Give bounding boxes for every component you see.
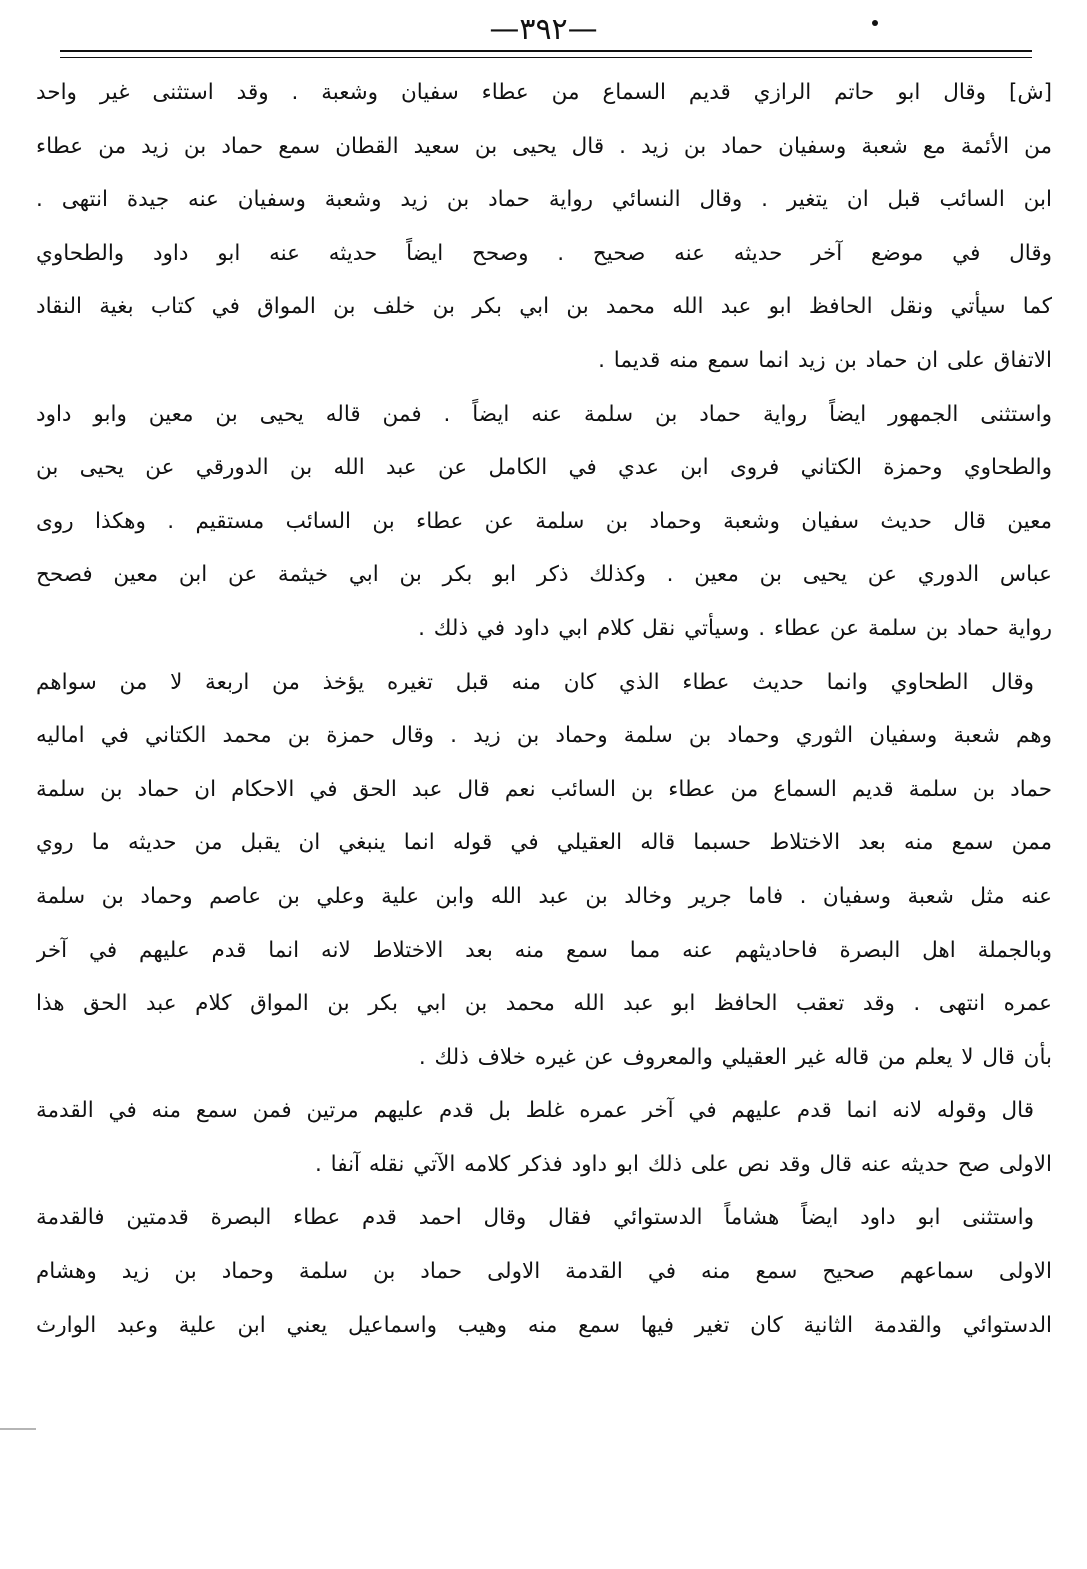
body-text (36, 66, 1052, 1352)
scan-margin-mark (0, 1428, 36, 1430)
text-line: واستثنى الجمهور ايضاً رواية حماد بن سلمة عنه ايضاً . فمن قاله يحيى بن معين وابو داود (36, 401, 1052, 427)
text-line: عباس الدوري عن يحيى بن معين . وكذلك ذكر ابو بكر بن ابي خيثمة عن ابن معين فصحح (36, 562, 1052, 588)
text-line: قال وقوله لانه انما قدم عليهم في آخر عمره غلط بل قدم عليهم مرتين فمن سمع منه في القدمة (36, 1098, 1034, 1124)
text-line: الدستوائي والقدمة الثانية كان تغير فيها سمع منه وهيب واسماعيل يعني ابن علية وعبد الوارث (36, 1312, 1052, 1338)
text-line: الاولى سماعهم صحيح سمع منه في القدمة الاولى حماد بن سلمة وحماد بن زيد وهشام (36, 1259, 1052, 1285)
text-line: الاتفاق على ان حماد بن زيد انما سمع منه قديما . (598, 347, 1052, 373)
text-line: عنه مثل شعبة وسفيان . فاما جرير وخالد بن عبد الله وابن علية وعلي بن عاصم وحماد بن سلمة (36, 883, 1052, 909)
text-line: الاولى صح حديثه عنه قال وقد نص على ذلك ابو داود فذكر كلامه الآتي نقله آنفا . (314, 1151, 1052, 1177)
ink-dot (872, 20, 878, 26)
text-line: معين قال حديث سفيان وشعبة وحماد بن سلمة عن عطاء بن السائب مستقيم . وهكذا روى (36, 508, 1052, 534)
text-line: كما سيأتي ونقل الحافظ ابو عبد الله محمد بن ابي بكر بن خلف بن المواق في كتاب بغية النقاد (36, 294, 1052, 320)
page-number: —٣٩٢— (489, 12, 598, 47)
text-line: بأن قال لا يعلم من قاله غير العقيلي والمعروف عن غيره خلاف ذلك . (418, 1044, 1052, 1070)
text-line: حماد بن سلمة قديم السماع من عطاء بن السائب نعم قال عبد الحق في الاحكام ان حماد بن سلمة (36, 776, 1052, 802)
text-line: [ش] وقال ابو حاتم الرازي قديم السماع من عطاء سفيان وشعبة . وقد استثنى غير واحد (36, 80, 1052, 105)
text-line: ممن سمع منه بعد الاختلاط حسبما قاله العقيلي في قوله انما ينبغي ان يقبل من حديثه ما روي (36, 830, 1052, 856)
text-line: من الأئمة مع شعبة وسفيان حماد بن زيد . قال يحيى بن سعيد القطان سمع حماد بن زيد من عطاء (36, 133, 1052, 159)
text-line: عمره انتهى . وقد تعقب الحافظ ابو عبد الله محمد بن ابي بكر بن المواق كلام عبد الحق هذا (36, 991, 1052, 1017)
header-rule-thick (60, 50, 1032, 52)
text-line: رواية حماد بن سلمة عن عطاء . وسيأتي نقل كلام ابي داود في ذلك . (418, 615, 1052, 641)
text-line: واستثنى ابو داود ايضاً هشاماً الدستوائي فقال وقال احمد قدم عطاء البصرة قدمتين فالقدمة (36, 1205, 1034, 1231)
header-rule-thin (60, 57, 1032, 58)
text-line: وبالجملة اهل البصرة فاحاديثهم عنه مما سمع منه بعد الاختلاط لانه انما قدم عليهم في آخر (36, 937, 1052, 963)
text-line: والطحاوي وحمزة الكتاني فروى ابن عدي في الكامل عن عبد الله بن الدورقي عن يحيى بن (36, 455, 1052, 481)
text-line: وقال الطحاوي وانما حديث عطاء الذي كان منه قبل تغيره يؤخذ من اربعة لا من سواهم (36, 669, 1034, 695)
text-line: وقال في موضع آخر حديثه عنه صحيح . وصحح ايضاً حديثه عنه ابو داود والطحاوي (36, 240, 1052, 266)
text-line: ابن السائب قبل ان يتغير . وقال النسائي رواية حماد بن زيد وشعبة وسفيان عنه جيدة انتهى . (36, 187, 1052, 213)
text-line: وهم شعبة وسفيان الثوري وحماد بن سلمة وحماد بن زيد . وقال حمزة بن محمد الكتاني في اماليه (36, 723, 1052, 749)
